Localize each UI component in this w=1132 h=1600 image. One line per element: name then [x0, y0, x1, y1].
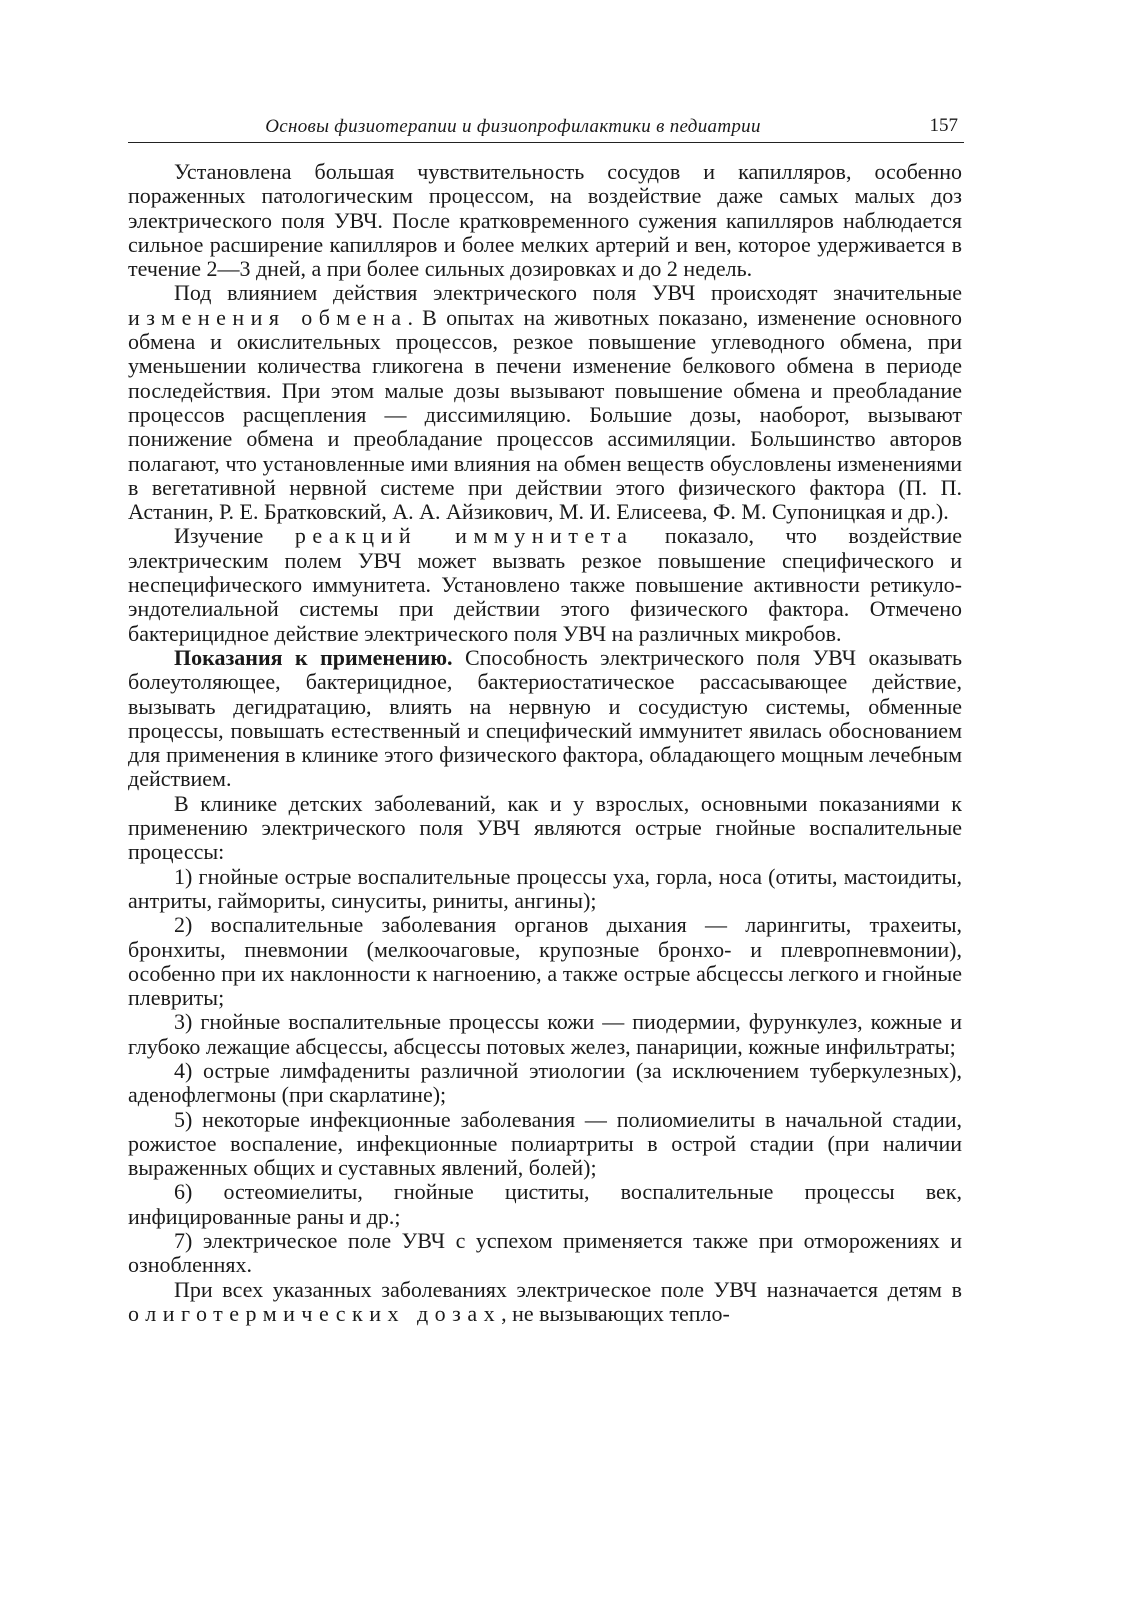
page-header: [128, 112, 964, 143]
list-item-2: 2) воспалительные заболевания органов дыхания — ларингиты, трахеиты, бронхиты, пневмонии (мелкоочаговые, крупозные бронхо- и плевропневмонии), особенно при их наклонности к нагноению, а также острые абсцессы легкого и гнойные плевриты;: [128, 912, 962, 1011]
paragraph-indications: [128, 646, 962, 792]
list-item-4: 4) острые лимфадениты различной этиологии (за исключением туберкулезных), аденофлегмоны (при скарлатине);: [128, 1057, 962, 1108]
paragraph-immunity-rest: показало, что воздействие электрическим полем УВЧ может вызвать резкое повышение специфического и неспецифического иммунитета. Установлено также повышение активности ретикуло-эндотелиальной системы при действии этого физического фактора. Отмечено бактерицидное действие электрического поля УВЧ на различных микробов.: [128, 523, 963, 646]
paragraph-metabolism-lead: Под влиянием действия электрического поля УВЧ происходят значительные: [174, 280, 962, 306]
paragraph-immunity: [128, 524, 962, 645]
spaced-term-oligothermic: олиготермических дозах: [128, 1300, 502, 1326]
list-item-6: 6) остеомиелиты, гнойные циститы, воспалительные процессы век, инфицированные раны и др.;: [128, 1179, 962, 1229]
list-item-1: 1) гнойные острые воспалительные процессы уха, горла, носа (отиты, мастоидиты, антриты, гаймориты, синуситы, риниты, ангины);: [128, 863, 962, 913]
paragraph-indications-rest: Способность электрического поля УВЧ оказывать болеутоляющее, бактерицидное, бактериостатическое рассасывающее действие, вызывать дегидратацию, влиять на нервную и сосудистую системы, обменные процессы, повышать естественный и специфический иммунитет явилась обоснованием для применения в клинике этого физического фактора, обладающего мощным лечебным действием.: [128, 644, 962, 792]
running-title: Основы физиотерапии и физиопрофилактики в педиатрии: [265, 116, 761, 137]
paragraph-oligothermic-lead: При всех указанных заболеваниях электрическое поле УВЧ назначается детям в: [174, 1276, 962, 1302]
paragraph-capillary-sensitivity: Установлена большая чувствительность сосудов и капилляров, особенно пораженных патологическим процессом, на воздействие даже самых малых доз электрического поля УВЧ. После кратковременного сужения капилляров наблюдается сильное расширение капилляров и более мелких артерий и вен, которое удерживается в течение 2—3 дней, а при более сильных дозировках и до 2 недель.: [128, 159, 962, 282]
paragraph-immunity-lead: Изучение: [174, 523, 295, 549]
spaced-term-immunity: реакций иммунитета: [294, 523, 634, 549]
spaced-term-metabolism: изменения обмена: [128, 304, 408, 330]
paragraph-metabolism-rest: . В опытах на животных показано, изменение основного обмена и окислительных процессов, резкое повышение углеводного обмена, при уменьшении количества гликогена в печени изменение белкового обмена в периоде последействия. При этом малые дозы вызывают повышение обмена и преобладание процессов расщепления — диссимиляцию. Большие дозы, наоборот, вызывают понижение обмена и преобладание процессов ассимиляции. Большинство авторов полагают, что установленные ими влияния на обмен веществ обусловлены изменениями в вегетативной нервной системе при действии этого физического фактора (П. П. Астанин, Р. Е. Братковский, А. А. Айзикович, М. И. Елисеева, Ф. М. Супоницкая и др.).: [128, 304, 962, 525]
paragraph-metabolism: [128, 281, 962, 524]
list-item-5: 5) некоторые инфекционные заболевания — полиомиелиты в начальной стадии, рожистое воспаление, инфекционные полиартриты в острой стадии (при наличии выраженных общих и суставных явлений, болей);: [128, 1106, 962, 1181]
paragraph-oligothermic: [128, 1278, 962, 1327]
list-item-3: 3) гнойные воспалительные процессы кожи — пиодермии, фурункулез, кожные и глубоко лежащие абсцессы, абсцессы потовых желез, панариции, кожные инфильтраты;: [128, 1009, 962, 1059]
section-heading-indications: Показания к применению.: [174, 644, 453, 670]
paragraph-oligothermic-rest: , не вызывающих тепло-: [501, 1300, 730, 1326]
body-text: [128, 160, 962, 1326]
paragraph-clinic-intro: В клинике детских заболеваний, как и у взрослых, основными показаниями к применению электрического поля УВЧ являются острые гнойные воспалительные процессы:: [128, 790, 962, 865]
list-item-7: 7) электрическое поле УВЧ с успехом применяется также при отморожениях и ознобленнях.: [128, 1228, 962, 1278]
page-number: 157: [929, 115, 958, 136]
